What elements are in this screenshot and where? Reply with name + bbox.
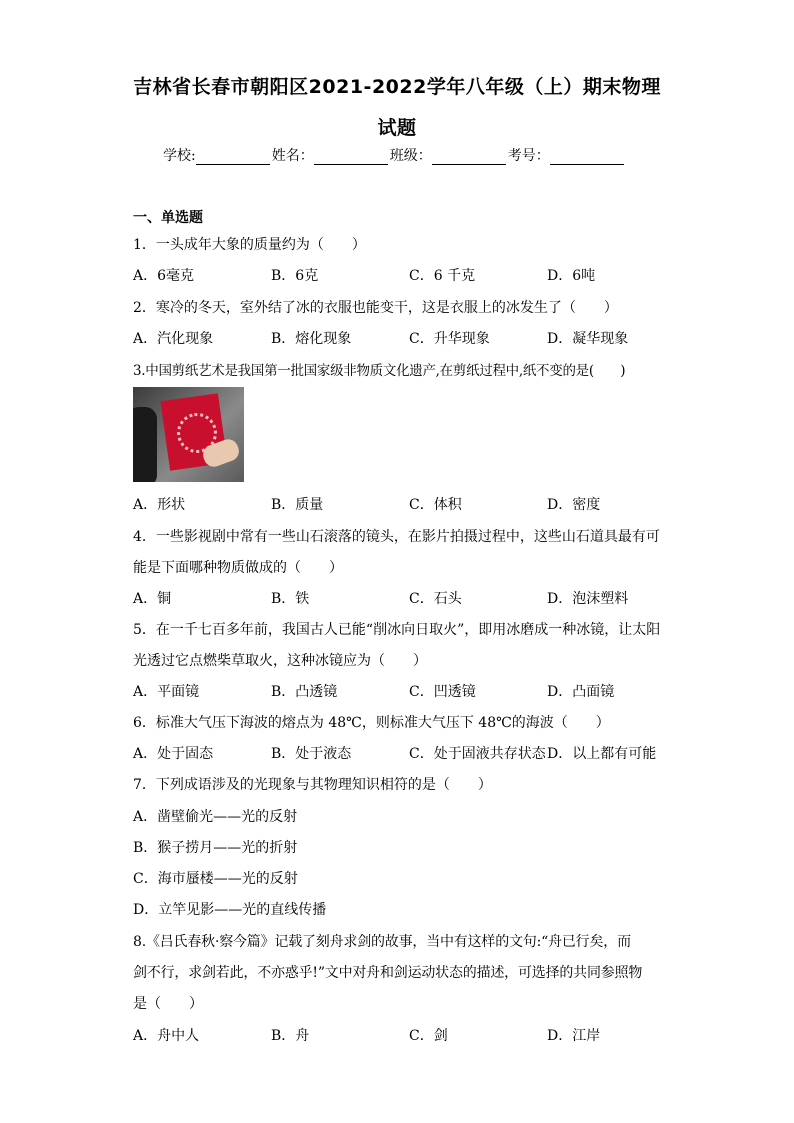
question-1-option-c[interactable]: C．6 千克 bbox=[409, 268, 476, 284]
question-5-option-a[interactable]: A．平面镜 bbox=[133, 684, 200, 700]
question-5-stem: 5．在一千七百多年前，我国古人已能“削冰向日取火”，即用冰磨成一种冰镜，让太阳 bbox=[133, 622, 661, 638]
question-4-option-c[interactable]: C．石头 bbox=[409, 591, 462, 607]
question-8-option-d[interactable]: D．江岸 bbox=[547, 1028, 601, 1044]
section-heading: 一、单选题 bbox=[133, 210, 203, 226]
question-8-stem-line2: 剑不行，求剑若此，不亦惑乎!”文中对舟和剑运动状态的描述，可选择的共同参照物 bbox=[133, 965, 643, 981]
question-5-option-d[interactable]: D．凸面镜 bbox=[547, 684, 615, 700]
page-title: 吉林省长春市朝阳区2021-2022学年八年级（上）期末物理 bbox=[133, 76, 661, 98]
question-8-option-b[interactable]: B．舟 bbox=[271, 1028, 310, 1044]
question-5-option-c[interactable]: C．凹透镜 bbox=[409, 684, 476, 700]
school-blank[interactable] bbox=[196, 150, 270, 165]
question-3-option-d[interactable]: D．密度 bbox=[547, 497, 601, 513]
question-6-option-b[interactable]: B．处于液态 bbox=[271, 746, 352, 762]
question-4-stem: 4．一些影视剧中常有一些山石滚落的镜头，在影片拍摄过程中，这些山石道具最有可 bbox=[133, 529, 660, 545]
question-1-option-b[interactable]: B．6克 bbox=[271, 268, 319, 284]
question-1-option-a[interactable]: A．6毫克 bbox=[133, 268, 195, 284]
school-label: 学校: bbox=[163, 148, 196, 164]
question-5-stem-line2: 光透过它点燃柴草取火，这种冰镜应为（ ） bbox=[133, 653, 427, 669]
question-3-option-a[interactable]: A．形状 bbox=[133, 497, 186, 513]
paper-cutting-photo bbox=[133, 387, 244, 482]
number-blank[interactable] bbox=[550, 150, 624, 165]
question-2-option-a[interactable]: A．汽化现象 bbox=[133, 331, 214, 347]
question-5-option-b[interactable]: B．凸透镜 bbox=[271, 684, 338, 700]
question-8-stem-line3: 是（ ） bbox=[133, 996, 203, 1012]
question-2-option-c[interactable]: C．升华现象 bbox=[409, 331, 490, 347]
question-8-stem: 8.《吕氏春秋·察今篇》记载了刻舟求剑的故事，当中有这样的文句:“舟已行矣，而 bbox=[133, 934, 631, 950]
question-8-option-a[interactable]: A．舟中人 bbox=[133, 1028, 200, 1044]
student-info-row bbox=[163, 145, 626, 165]
question-2-stem: 2．寒冷的冬天，室外结了冰的衣服也能变干，这是衣服上的冰发生了（ ） bbox=[133, 300, 618, 316]
question-7-option-c[interactable]: C．海市蜃楼——光的反射 bbox=[133, 871, 298, 887]
question-6-option-d[interactable]: D．以上都有可能 bbox=[547, 746, 657, 762]
page-title-line2: 试题 bbox=[377, 117, 417, 139]
question-7-stem: 7．下列成语涉及的光现象与其物理知识相符的是（ ） bbox=[133, 777, 492, 793]
question-4-stem-line2: 能是下面哪种物质做成的（ ） bbox=[133, 560, 343, 576]
question-6-stem: 6．标准大气压下海波的熔点为 48℃，则标准大气压下 48℃的海波（ ） bbox=[133, 715, 610, 731]
question-7-option-b[interactable]: B．猴子捞月——光的折射 bbox=[133, 840, 298, 856]
question-3-option-b[interactable]: B．质量 bbox=[271, 497, 324, 513]
class-blank[interactable] bbox=[432, 150, 506, 165]
question-8-option-c[interactable]: C．剑 bbox=[409, 1028, 448, 1044]
question-1-option-d[interactable]: D．6吨 bbox=[547, 268, 596, 284]
question-7-option-a[interactable]: A．凿壁偷光——光的反射 bbox=[133, 809, 298, 825]
name-label: 姓名： bbox=[271, 148, 314, 164]
question-2-option-b[interactable]: B．熔化现象 bbox=[271, 331, 352, 347]
question-3-stem: 3.中国剪纸艺术是我国第一批国家级非物质文化遗产,在剪纸过程中,纸不变的是( ) bbox=[133, 363, 626, 379]
question-4-option-d[interactable]: D．泡沫塑料 bbox=[547, 591, 629, 607]
class-label: 班级： bbox=[389, 148, 432, 164]
question-4-option-b[interactable]: B．铁 bbox=[271, 591, 310, 607]
question-1-stem: 1．一头成年大象的质量约为（ ） bbox=[133, 237, 366, 253]
number-label: 考号： bbox=[507, 148, 550, 164]
photo-hair bbox=[133, 407, 157, 482]
name-blank[interactable] bbox=[314, 150, 388, 165]
question-6-option-c[interactable]: C．处于固液共存状态 bbox=[409, 746, 546, 762]
question-4-option-a[interactable]: A．铜 bbox=[133, 591, 172, 607]
question-7-option-d[interactable]: D．立竿见影——光的直线传播 bbox=[133, 902, 327, 918]
question-2-option-d[interactable]: D．凝华现象 bbox=[547, 331, 629, 347]
question-3-option-c[interactable]: C．体积 bbox=[409, 497, 462, 513]
question-6-option-a[interactable]: A．处于固态 bbox=[133, 746, 214, 762]
